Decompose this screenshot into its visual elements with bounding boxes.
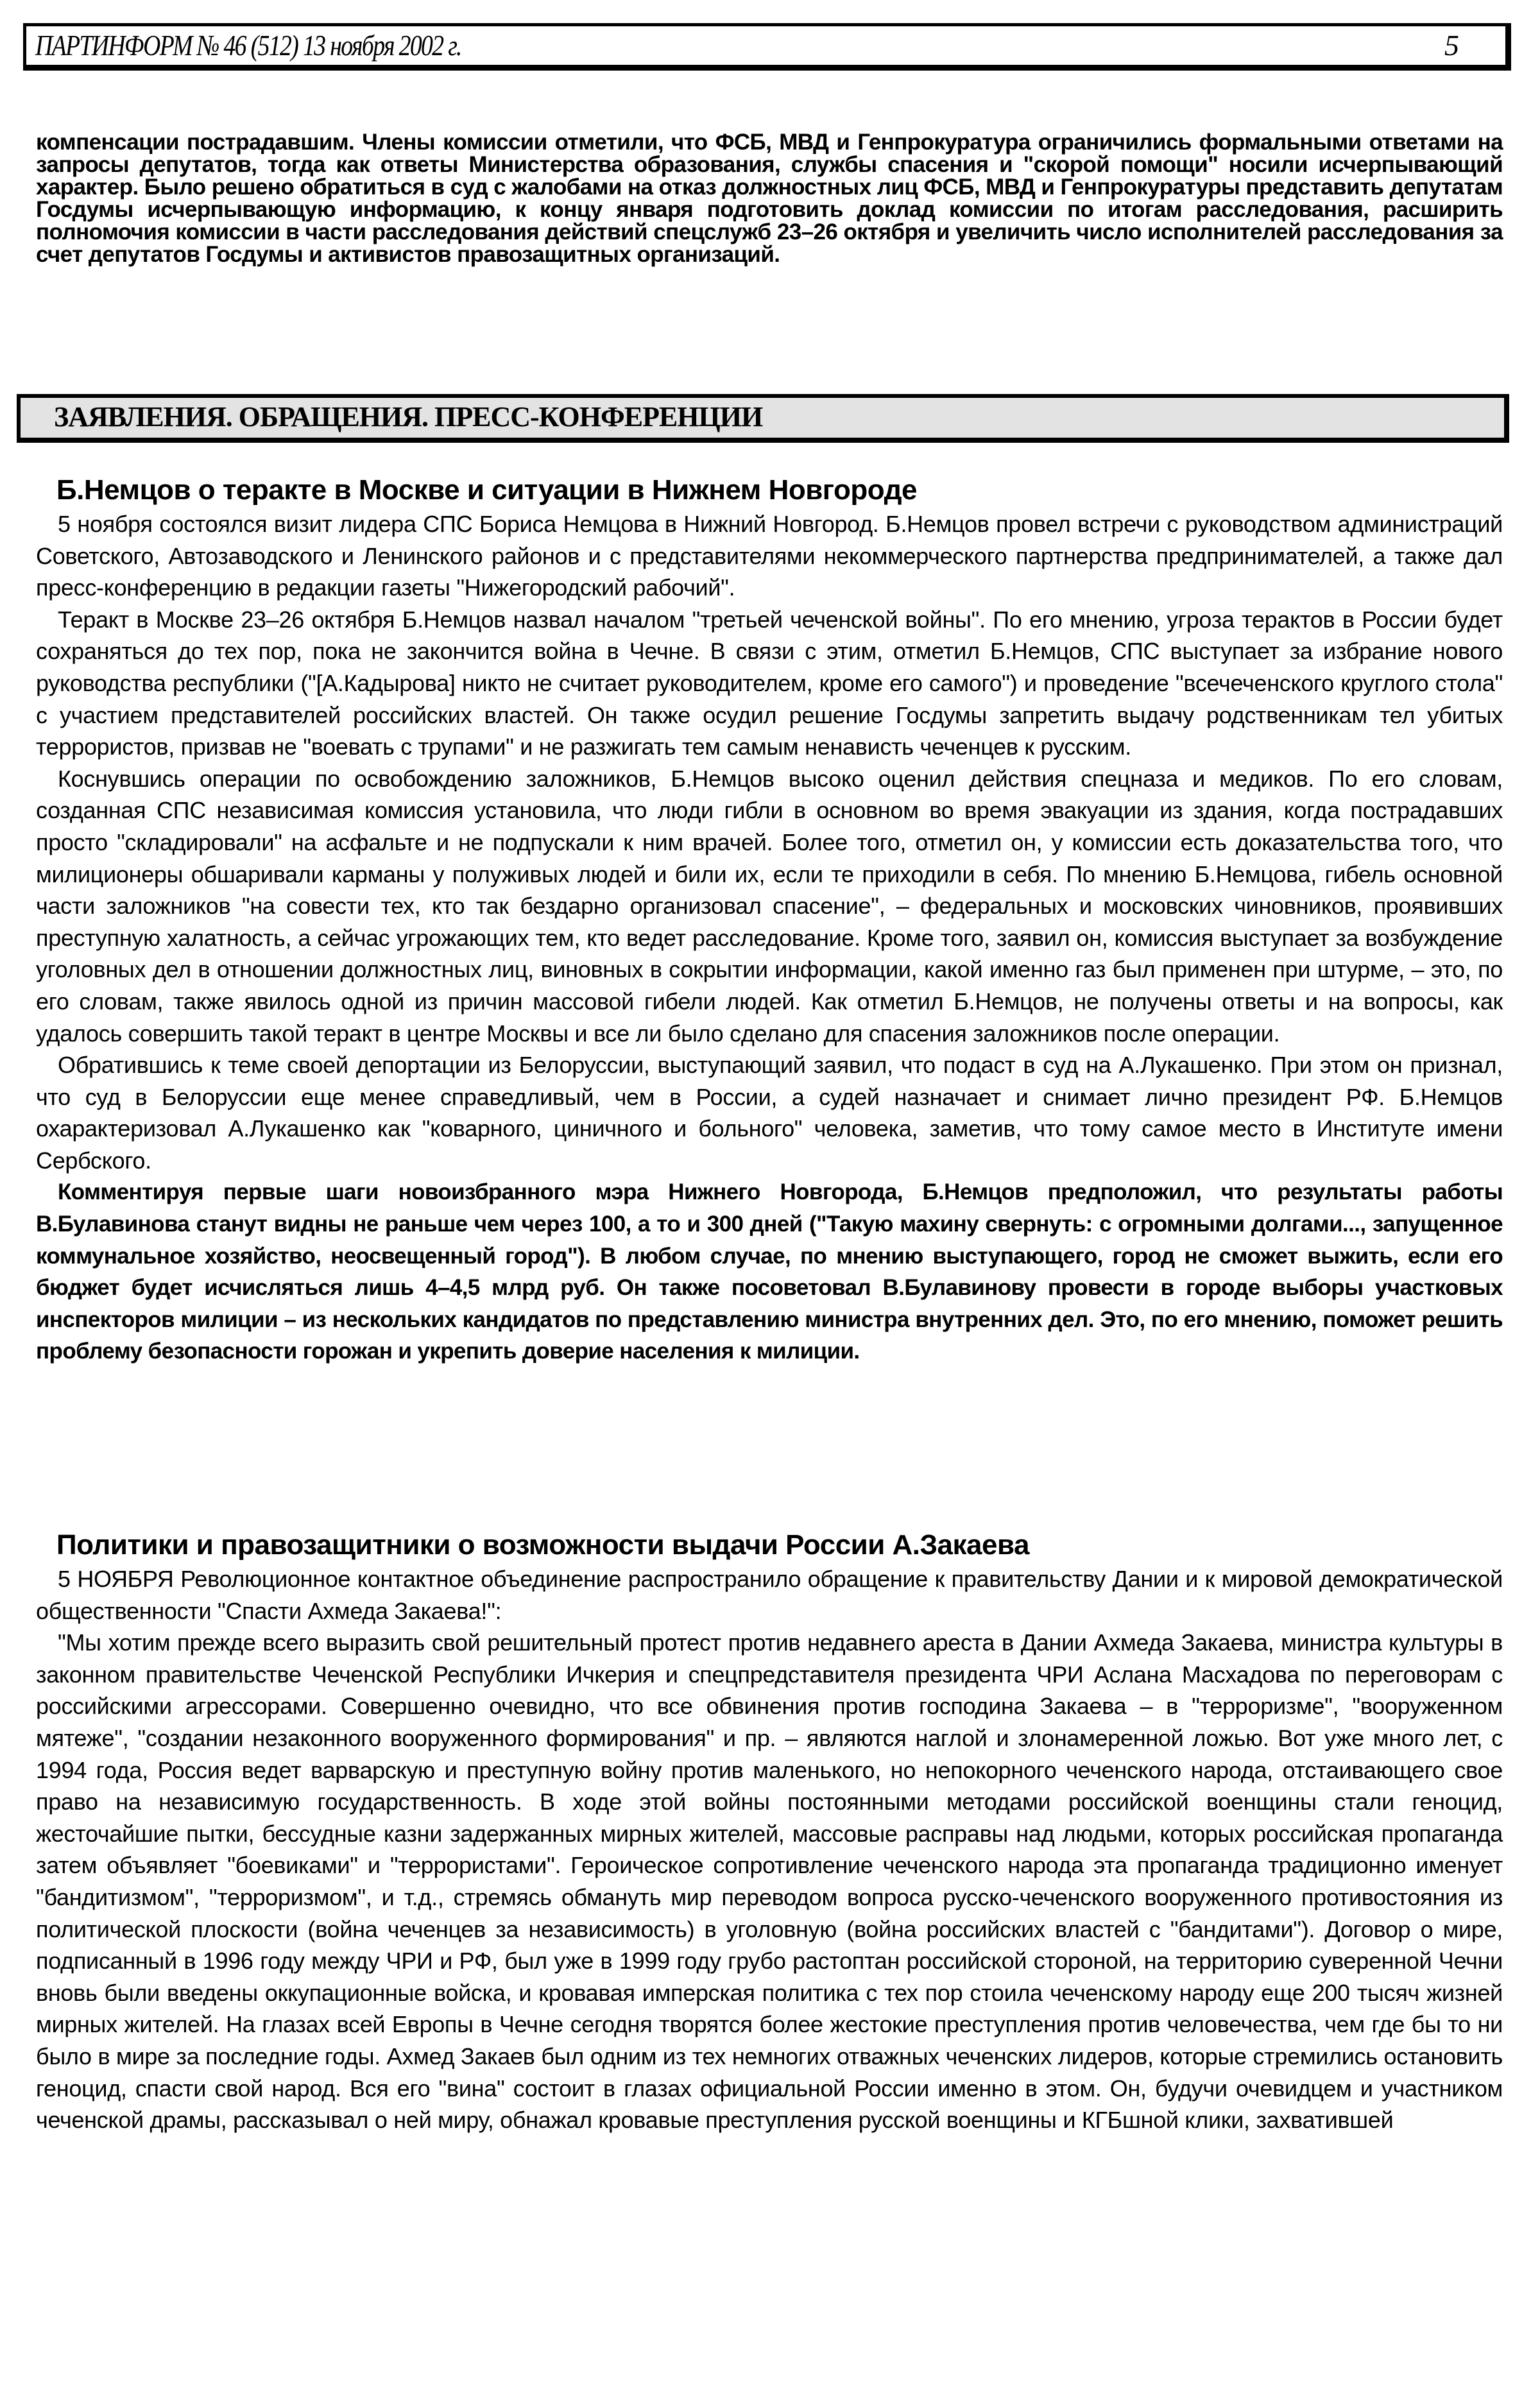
article-paragraph: Обратившись к теме своей депортации из Белоруссии, выступающий заявил, что подаст в суд на А.Лукашенко. При этом он признал, что суд в Белоруссии еще менее справедливый, чем в России, а судей назначает и снимает лично президент РФ. Б.Немцов охарактеризовал А.Лукашенко как "коварного, циничного и больного" человека, заметив, что тому самое место в Институте имени Сербского.	[36, 1052, 1503, 1174]
article-paragraph: "Мы хотим прежде всего выразить свой решительный протест против недавнего ареста в Дании Ахмеда Закаева, министра культуры в законном правительстве Чеченской Республики Ичкерия и спецпредставителя президента ЧРИ Аслана Масхадова по переговорам с российскими агрессорами. Совершенно очевидно, что все обвинения против господина Закаева – в "терроризме", "вооруженном мятеже", "создании незаконного вооруженного формирования" и пр. – являются наглой и злонамеренной ложью. Вот уже много лет, с 1994 года, Россия ведет варварскую и преступную войну против маленького, но непокорного чеченского народа, отстаивающего свое право на независимую государственность. В ходе этой войны постоянными методами российской военщины стали геноцид, жесточайшие пытки, бессудные казни задержанных мирных жителей, массовые расправы над людьми, которых российская пропаганда затем объявляет "боевиками" и "террористами". Героическое сопротивление чеченского народа эта пропаганда традиционно именует "бандитизмом", "терроризмом", и т.д., стремясь обмануть мир переводом вопроса русско-чеченского вооруженного противостояния из политической плоскости (война чеченцев за независимость) в уголовную (война российских властей с "бандитами"). Договор о мире, подписанный в 1996 году между ЧРИ и РФ, был уже в 1999 году грубо растоптан российской стороной, на территорию суверенной Чечни вновь были введены оккупационные войска, и кровавая имперская политика с тех пор стоила чеченскому народу еще 200 тысяч жизней мирных жителей. На глазах всей Европы в Чечне сегодня творятся более жестокие преступления против человечества, чем где бы то ни было в мире за последние годы. Ахмед Закаев был одним из тех немногих отважных чеченских лидеров, которые стремились остановить геноцид, спасти свой народ. Вся его "вина" состоит в глазах официальной России именно в этом. Он, будучи очевидцем и участником чеченской драмы, рассказывал о ней миру, обнажал кровавые преступления русской военщины и КГБшной клики, захватившей	[36, 1629, 1503, 2134]
article-title-zakaev: Политики и правозащитники о возможности выдачи России А.Закаева	[56, 1529, 1029, 1561]
article-paragraph: Коснувшись операции по освобождению заложников, Б.Немцов высоко оценил действия спецназа и медиков. По его словам, созданная СПС независимая комиссия установила, что люди гибли в основном во время эвакуации из здания, когда пострадавших просто "складировали" на асфальте и не подпускали к ним врачей. Более того, отметил он, у комиссии есть доказательства того, что милиционеры обшаривали карманы у полуживых людей и били их, если те приходили в себя. По мнению Б.Немцова, гибель основной части заложников "на совести тех, кто так бездарно организовал спасение", – федеральных и московских чиновников, проявивших преступную халатность, а сейчас угрожающих тем, кто ведет расследование. Кроме того, заявил он, комиссия выступает за возбуждение уголовных дел в отношении должностных лиц, виновных в сокрытии информации, какой именно газ был применен при штурме, – это, по его словам, также явилось одной из причин массовой гибели людей. Как отметил Б.Немцов, не получены ответы и на вопросы, как удалось совершить такой теракт в центре Москвы и все ли было сделано для спасения заложников после операции.	[36, 765, 1503, 1047]
publication-title: ПАРТИНФОРМ № 46 (512) 13 ноября 2002 г.	[35, 29, 461, 62]
intro-continuation	[36, 131, 1503, 266]
article-paragraph: 5 ноября состоялся визит лидера СПС Бориса Немцова в Нижний Новгород. Б.Немцов провел встречи с руководством администраций Советского, Автозаводского и Ленинского районов и с представителями некоммерческого партнерства предпринимателей, а также дал пресс-конференцию в редакции газеты "Нижегородский рабочий".	[36, 511, 1503, 601]
article-paragraph-bold: Комментируя первые шаги новоизбранного мэра Нижнего Новгорода, Б.Немцов предположил, что результаты работы В.Булавинова станут видны не раньше чем через 100, а то и 300 дней ("Такую махину свернуть: с огромными долгами..., запущенное коммунальное хозяйство, неосвещенный город"). В любом случае, по мнению выступающего, город не сможет выжить, если его бюджет будет исчисляться лишь 4–4,5 млрд руб. Он также посоветовал В.Булавинову провести в городе выборы участковых инспекторов милиции – из нескольких кандидатов по представлению министра внутренних дел. Это, по его мнению, поможет решить проблему безопасности горожан и укрепить доверие населения к милиции.	[36, 1179, 1503, 1364]
article-body-zakaev	[36, 1563, 1503, 2136]
section-banner	[17, 394, 1509, 443]
page-header	[23, 23, 1511, 71]
article-title-nemtsov: Б.Немцов о теракте в Москве и ситуации в Нижнем Новгороде	[56, 474, 917, 506]
article-body-nemtsov	[36, 508, 1503, 1367]
page-number: 5	[1444, 29, 1459, 62]
article-paragraph: 5 НОЯБРЯ Революционное контактное объединение распространило обращение к правительству Дании и к мировой демократической общественности "Спасти Ахмеда Закаева!":	[36, 1566, 1503, 1624]
article-paragraph: Теракт в Москве 23–26 октября Б.Немцов назвал началом "третьей чеченской войны". По его мнению, угроза терактов в России будет сохраняться до тех пор, пока не закончится война в Чечне. В связи с этим, отметил Б.Немцов, СПС выступает за избрание нового руководства республики ("[А.Кадырова] никто не считает руководителем, кроме его самого") и проведение "всечеченского круглого стола" с участием представителей российских властей. Он также осудил решение Госдумы запретить выдачу родственникам тел убитых террористов, призвав не "воевать с трупами" и не разжигать тем самым ненависть чеченцев к русским.	[36, 606, 1503, 760]
intro-paragraph: компенсации пострадавшим. Члены комиссии отметили, что ФСБ, МВД и Генпрокуратура ограничились формальными ответами на запросы депутатов, тогда как ответы Министерства образования, службы спасения и "скорой помощи" носили исчерпывающий характер. Было решено обратиться в суд с жалобами на отказ должностных лиц ФСБ, МВД и Генпрокуратуры представить депутатам Госдумы исчерпывающую информацию, к концу января подготовить доклад комиссии по итогам расследования, расширить полномочия комиссии в части расследования действий спецслужб 23–26 октября и увеличить число исполнителей расследования за счет депутатов Госдумы и активистов правозащитных организаций.	[36, 130, 1503, 267]
section-title: ЗАЯВЛЕНИЯ. ОБРАЩЕНИЯ. ПРЕСС-КОНФЕРЕНЦИИ	[54, 401, 763, 433]
